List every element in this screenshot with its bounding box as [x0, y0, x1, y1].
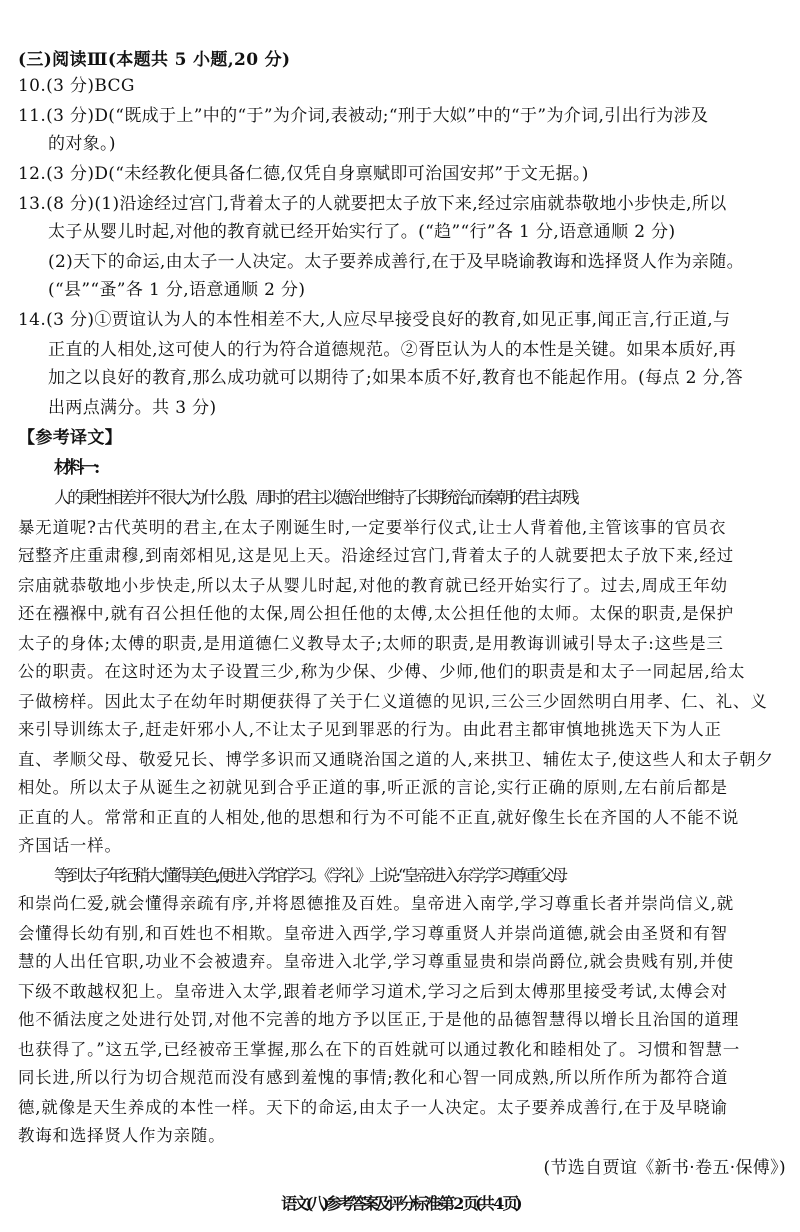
translation-line: 等到太子年纪稍大,懂得美色,便进入学馆学习。《学礼》上说:“皇帝进入东学,学习尊重父母: [54, 866, 565, 885]
answer-q11-line2: 的对象。): [48, 134, 116, 154]
answer-q10: 10.(3 分)BCG: [18, 76, 135, 96]
translation-line: 公的职责。在这时还为太子设置三少,称为少保、少傅、少师,他们的职责是和太子一同起居,给太: [18, 662, 746, 681]
answer-q13-line3: (2)天下的命运,由太子一人决定。太子要养成善行,在于及早晓谕教诲和选择贤人作为亲随。: [48, 252, 744, 272]
translation-line: 暴无道呢?古代英明的君主,在太子刚诞生时,一定要举行仪式,让士人背着他,主管该事的官员衣: [18, 518, 727, 537]
answer-q14-line4: 出两点满分。共 3 分): [48, 398, 217, 418]
answer-q12: 12.(3 分)D(“未经教化便具备仁德,仅凭自身禀赋即可治国安邦”于文无据。): [18, 164, 589, 184]
translation-line: 子做榜样。因此太子在幼年时期便获得了关于仁义道德的见识,三公三少固然明白用孝、仁、礼、义: [18, 692, 768, 711]
translation-line: 慧的人出任官职,功业不会被遗弃。皇帝进入北学,学习尊重显贵和崇尚爵位,就会贵贱有别,并使: [18, 952, 735, 971]
answer-q13-line1: 13.(8 分)(1)沿途经过宫门,背着太子的人就要把太子放下来,经过宗庙就恭敬地小步快走,所以: [18, 194, 727, 214]
material-label: 材料一:: [54, 458, 97, 478]
translation-line: 教诲和选择贤人作为亲随。: [18, 1126, 226, 1145]
translation-line: 还在襁褓中,就有召公担任他的太保,周公担任他的太傅,太公担任他的太师。太保的职责,是保护: [18, 604, 735, 623]
translation-line: 德,就像是天生养成的本性一样。天下的命运,由太子一人决定。太子要养成善行,在于及早晓谕: [18, 1098, 728, 1117]
answer-q14-line1: 14.(3 分)①贾谊认为人的本性相差不大,人应尽早接受良好的教育,如见正事,闻正言,行正道,与: [18, 310, 731, 330]
translation-line: 正直的人。常常和正直的人相处,他的思想和行为不可能不正直,就好像生长在齐国的人不能不说: [18, 808, 740, 827]
translation-heading: 【参考译文】: [18, 428, 123, 448]
translation-line: 直、孝顺父母、敬爱兄长、博学多识而又通晓治国之道的人,来拱卫、辅佐太子,使这些人和太子朝夕: [18, 750, 774, 769]
answer-q14-line2: 正直的人相处,这可使人的行为符合道德规范。②胥臣认为人的本性是关键。如果本质好,再: [48, 340, 737, 360]
translation-line: 也获得了。”这五学,已经被帝王掌握,那么在下的百姓就可以通过教化和睦相处了。习惯和智慧一: [18, 1040, 741, 1059]
translation-line: 来引导训练太子,赶走奸邪小人,不让太子见到罪恶的行为。由此君主都审慎地挑选天下为人正: [18, 720, 722, 739]
section-title: (三)阅读Ⅲ(本题共 5 小题,20 分): [18, 50, 291, 70]
translation-line: 下级不敢越权犯上。皇帝进入太学,跟着老师学习道术,学习之后到太傅那里接受考试,太傅会对: [18, 982, 728, 1001]
translation-line: 齐国话一样。: [18, 836, 122, 855]
translation-line: 宗庙就恭敬地小步快走,所以太子从婴儿时起,对他的教育就已经开始实行了。过去,周成王年幼: [18, 576, 728, 595]
translation-line: 会懂得长幼有别,和百姓也不相欺。皇帝进入西学,学习尊重贤人并崇尚道德,就会由圣贤和有智: [18, 924, 728, 943]
translation-line: 相处。所以太子从诞生之初就见到合乎正道的事,听正派的言论,实行正确的原则,左右前后都是: [18, 778, 728, 797]
translation-line: 太子的身体;太傅的职责,是用道德仁义教导太子;太师的职责,是用教诲训诫引导太子:这些是三: [18, 634, 724, 653]
answer-q11-line1: 11.(3 分)D(“既成于上”中的“于”为介词,表被动;“刑于大姒”中的“于”为介词,引出行为涉及: [18, 106, 709, 126]
translation-line: 人的秉性相差并不很大,为什么殷、周时的君主以德治世维持了长期统治,而秦朝的君主却残: [54, 488, 577, 507]
answer-q14-line3: 加之以良好的教育,那么成功就可以期待了;如果本质不好,教育也不能起作用。(每点 2 分,答: [48, 368, 743, 388]
answer-q13-line4: (“县”“蚤”各 1 分,语意通顺 2 分): [48, 280, 306, 300]
page-footer: 语文(八)参考答案及评分标准·第 2 页(共 4 页): [281, 1194, 519, 1213]
translation-line: 同长进,所以行为切合规范而没有感到羞愧的事情;教化和心智一同成熟,所以所作所为都符合道: [18, 1068, 729, 1087]
source-citation: (节选自贾谊《新书·卷五·保傅》): [543, 1158, 786, 1178]
answer-q13-line2: 太子从婴儿时起,对他的教育就已经开始实行了。(“趋”“行”各 1 分,语意通顺 2 分): [48, 222, 676, 242]
translation-line: 他不循法度之处进行处罚,对他不完善的地方予以匡正,于是他的品德智慧得以增长且治国的道理: [18, 1010, 740, 1029]
translation-line: 和崇尚仁爱,就会懂得亲疏有序,并将恩德推及百姓。皇帝进入南学,学习尊重长者并崇尚信义,就: [18, 894, 735, 913]
translation-line: 冠整齐庄重肃穆,到南郊相见,这是见上天。沿途经过宫门,背着太子的人就要把太子放下来,经过: [18, 546, 735, 565]
